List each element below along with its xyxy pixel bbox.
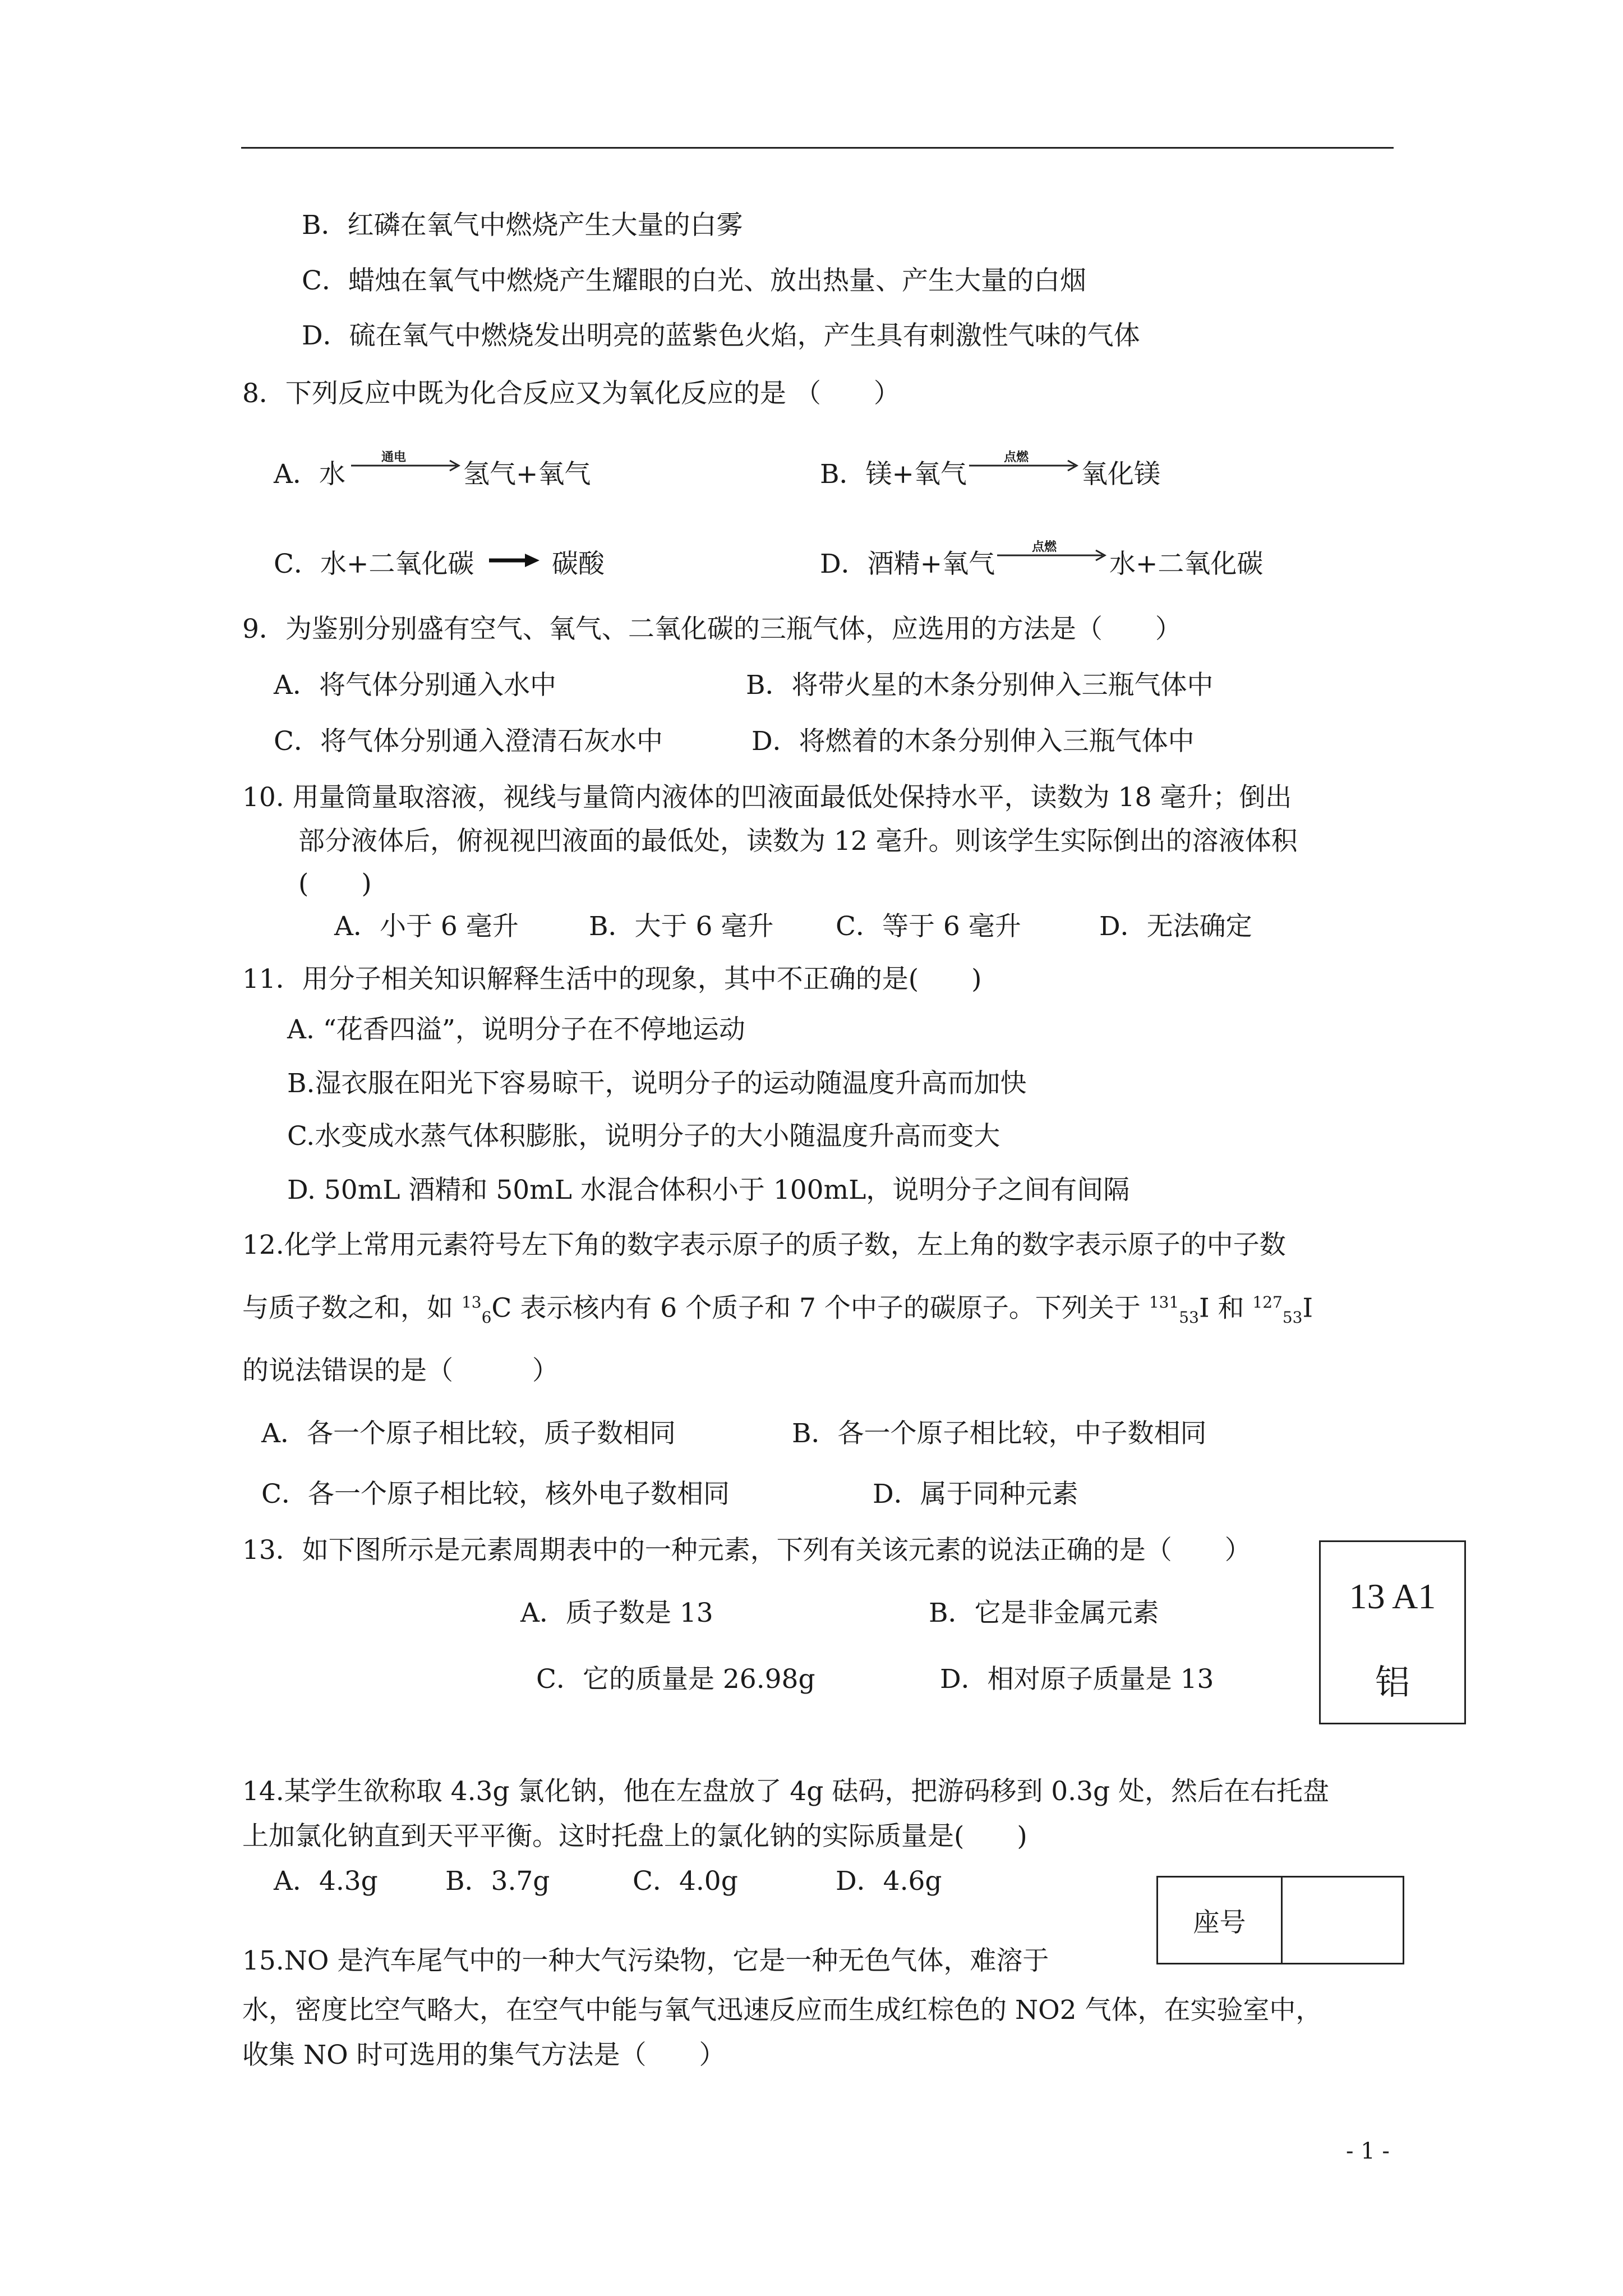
q14-line-1: 14.某学生欲称取 4.3g 氯化钠，他在左盘放了 4g 砝码，把游码移到 0.3g 处，然后在右托盘: [242, 1776, 1330, 1807]
q8-option-a-condition: 通电: [381, 450, 407, 464]
q11-option-d: D. 50mL 酒精和 50mL 水混合体积小于 100mL，说明分子之间有间隔: [287, 1175, 1130, 1205]
q12-text: 和: [1209, 1292, 1253, 1324]
isotope-atomic-number: 53: [1282, 1308, 1303, 1327]
q14-option-b: B．3.7g: [445, 1866, 550, 1897]
q12-option-a: A．各一个原子相比较，质子数相同: [261, 1418, 676, 1449]
q14-option-d: D．4.6g: [836, 1866, 942, 1897]
isotope-mass-number: 127: [1252, 1293, 1283, 1312]
q9-option-a: A．将气体分别通入水中: [274, 670, 556, 701]
q13-option-c: C．它的质量是 26.98g: [536, 1664, 815, 1695]
q11-option-b: B.湿衣服在阳光下容易晾干，说明分子的运动随温度升高而加快: [287, 1068, 1027, 1099]
q10-line-1: 10. 用量筒量取溶液，视线与量筒内液体的凹液面最低处保持水平，读数为 18 毫升；倒出: [242, 782, 1292, 813]
reaction-arrow-icon: [997, 549, 1109, 562]
isotope-atomic-number: 6: [481, 1308, 492, 1327]
periodic-element-box: [1319, 1540, 1466, 1724]
q12-text: 表示核内有 6 个质子和 7 个中子的碳原子。下列关于: [511, 1292, 1149, 1324]
q7-option-c: C．蜡烛在氧气中燃烧产生耀眼的白光、放出热量、产生大量的白烟: [302, 265, 1086, 296]
reaction-arrow-icon: [489, 552, 541, 569]
q8-option-d-left: D．酒精+氧气: [820, 549, 995, 579]
q15-line-2: 水，密度比空气略大，在空气中能与氧气迅速反应而生成红棕色的 NO2 气体，在实验室中，: [242, 1995, 1322, 2026]
q11-option-a: A. “花香四溢”，说明分子在不停地运动: [287, 1014, 745, 1045]
reaction-arrow-icon: [351, 459, 463, 472]
seat-number-field[interactable]: [1283, 1878, 1403, 1963]
isotope-mass-number: 131: [1149, 1293, 1179, 1312]
q14-option-a: A．4.3g: [274, 1866, 378, 1897]
q9-stem: 9．为鉴别分别盛有空气、氧气、二氧化碳的三瓶气体，应选用的方法是（ ）: [242, 614, 1182, 645]
isotope-symbol: I: [1198, 1292, 1210, 1324]
reaction-arrow-icon: [969, 459, 1081, 472]
q12-text: 与质子数之和，如: [242, 1292, 462, 1324]
q10-option-a: A．小于 6 毫升: [334, 911, 519, 942]
q12-option-c: C．各一个原子相比较，核外电子数相同: [261, 1479, 730, 1510]
q7-option-b: B．红磷在氧气中燃烧产生大量的白雾: [302, 210, 743, 241]
q12-line-3: 的说法错误的是（ ）: [242, 1355, 559, 1386]
q8-stem: 8．下列反应中既为化合反应又为氧化反应的是 （ ）: [242, 378, 900, 409]
q12-line-1: 12.化学上常用元素符号左下角的数字表示原子的质子数，左上角的数字表示原子的中子数: [242, 1230, 1286, 1260]
q10-line-3: ( ): [298, 868, 372, 899]
isotope-mass-number: 13: [461, 1293, 482, 1312]
q8-option-d-condition: 点燃: [1032, 540, 1057, 554]
q13-stem: 13．如下图所示是元素周期表中的一种元素，下列有关该元素的说法正确的是（ ）: [242, 1535, 1251, 1566]
isotope-symbol: I: [1302, 1292, 1313, 1324]
q10-option-c: C．等于 6 毫升: [836, 911, 1021, 942]
isotope-atomic-number: 53: [1179, 1308, 1199, 1327]
q8-option-a-left: A．水: [274, 459, 345, 490]
isotope-symbol: C: [491, 1292, 512, 1324]
q9-option-d: D．将燃着的木条分别伸入三瓶气体中: [751, 726, 1195, 757]
q13-option-a: A．质子数是 13: [520, 1598, 713, 1628]
q15-line-3: 收集 NO 时可选用的集气方法是（ ）: [242, 2040, 726, 2070]
q8-option-c-left: C．水+二氧化碳: [274, 549, 474, 579]
q9-option-c: C．将气体分别通入澄清石灰水中: [274, 726, 663, 757]
q11-option-c: C.水变成水蒸气体积膨胀，说明分子的大小随温度升高而变大: [287, 1121, 1000, 1152]
q8-option-d-right: 水+二氧化碳: [1109, 549, 1264, 579]
q8-option-b-left: B．镁+氧气: [820, 459, 967, 490]
q13-option-d: D．相对原子质量是 13: [940, 1664, 1214, 1695]
q10-option-b: B．大于 6 毫升: [589, 911, 774, 942]
q11-stem: 11．用分子相关知识解释生活中的现象，其中不正确的是( ): [242, 964, 982, 995]
q10-option-d: D．无法确定: [1099, 911, 1252, 942]
seat-number-label: 座号: [1158, 1878, 1283, 1963]
q8-option-c-right: 碳酸: [552, 549, 605, 579]
element-name: 铝: [1375, 1662, 1410, 1703]
q12-line-2: [242, 1292, 1313, 1327]
q10-line-2: 部分液体后，俯视视凹液面的最低处，读数为 12 毫升。则该学生实际倒出的溶液体积: [298, 826, 1298, 857]
q9-option-b: B．将带火星的木条分别伸入三瓶气体中: [746, 670, 1214, 701]
q13-option-b: B．它是非金属元素: [929, 1598, 1159, 1628]
page-number: - 1 -: [1346, 2138, 1390, 2164]
q12-option-d: D．属于同种元素: [873, 1479, 1078, 1510]
q8-option-b-right: 氧化镁: [1081, 459, 1160, 490]
q15-line-1: 15.NO 是汽车尾气中的一种大气污染物，它是一种无色气体，难溶于: [242, 1945, 1049, 1976]
q8-option-a-right: 氢气+氧气: [463, 459, 591, 490]
q12-option-b: B．各一个原子相比较，中子数相同: [792, 1418, 1207, 1449]
element-symbol: 13 A1: [1349, 1576, 1436, 1616]
q14-option-c: C．4.0g: [633, 1866, 738, 1897]
seat-number-box: [1156, 1876, 1404, 1964]
q14-line-2: 上加氯化钠直到天平平衡。这时托盘上的氯化钠的实际质量是( ): [242, 1821, 1027, 1852]
q8-option-b-condition: 点燃: [1004, 450, 1029, 464]
header-rule: [241, 147, 1394, 149]
q7-option-d: D．硫在氧气中燃烧发出明亮的蓝紫色火焰，产生具有刺激性气味的气体: [302, 320, 1140, 351]
